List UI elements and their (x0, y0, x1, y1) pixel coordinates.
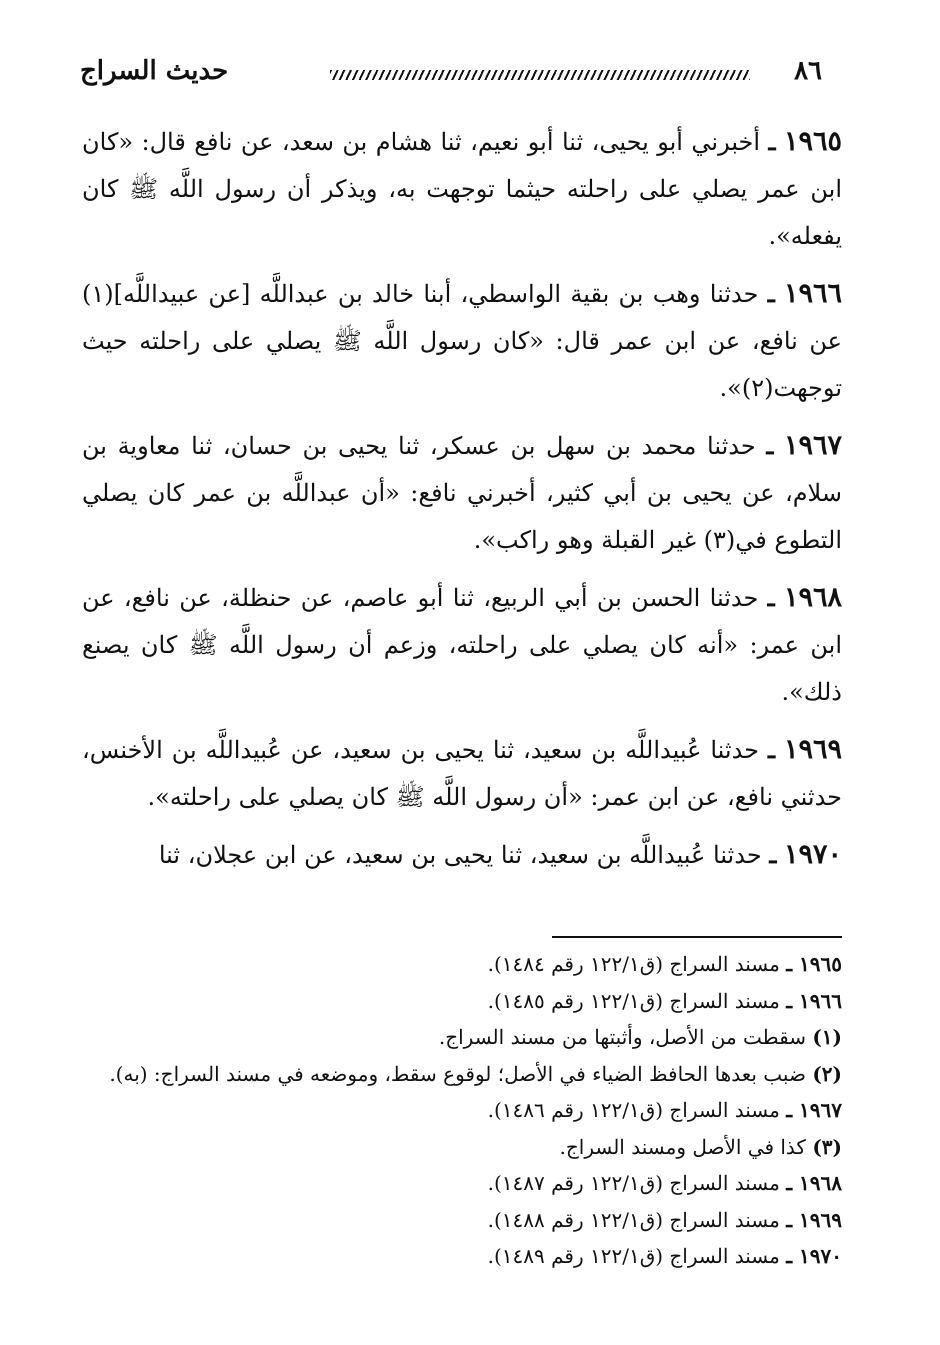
footnote-text: مسند السراج (ق١٢٢/١ رقم ١٤٨٦). (487, 1098, 780, 1122)
footnote (82, 1238, 842, 1275)
footnote-lead: (٢) (812, 1061, 842, 1086)
hadith-dash: ـ (768, 127, 776, 156)
hadith-1965 (82, 118, 842, 260)
footnote (82, 1092, 842, 1129)
main-text (82, 118, 842, 889)
page-number: ٨٦ (794, 56, 822, 86)
hadith-text: أخبرني أبو يحيى، ثنا أبو نعيم، ثنا هشام بن سعد، عن نافع قال: «كان ابن عمر يصلي على راحلته حيثما توجهت به، ويذكر أن رسول اللَّه ﷺ كان يفعله». (82, 128, 842, 250)
hadith-1970 (82, 831, 842, 879)
footnote-text: مسند السراج (ق١٢٢/١ رقم ١٤٨٧). (487, 1171, 780, 1195)
hadith-text: حدثنا عُبيداللَّه بن سعيد، ثنا يحيى بن سعيد، عن ابن عجلان، ثنا (158, 841, 762, 869)
hadith-number: ١٩٦٩ (783, 734, 842, 765)
footnote-text: مسند السراج (ق١٢٢/١ رقم ١٤٨٨). (487, 1207, 780, 1232)
hadith-1969 (82, 726, 842, 821)
hadith-text: حدثنا وهب بن بقية الواسطي، أبنا خالد بن عبداللَّه [عن عبيداللَّه](١) عن نافع، عن ابن عمر قال: «كان رسول اللَّه ﷺ يصلي على راحلته حيث توجهت(٢)». (82, 280, 842, 402)
footnote (82, 1165, 842, 1202)
hadith-text: حدثنا محمد بن سهل بن عسكر، ثنا يحيى بن حسان، ثنا معاوية بن سلام، عن يحيى بن أبي كثير، أخبرني نافع: «أن عبداللَّه بن عمر كان يصلي التطوع في(٣) غير القبلة وهو راكب». (82, 432, 842, 554)
footnote-lead: ١٩٧٠ ـ (786, 1244, 842, 1268)
footnote (82, 1019, 842, 1056)
footnote-text: ضبب بعدها الحافظ الضياء في الأصل؛ لوقوع سقط، وموضعه في مسند السراج: (به). (109, 1061, 806, 1086)
footnote-lead: ١٩٦٧ ـ (786, 1098, 842, 1122)
footnote (82, 946, 842, 983)
footnote-text: سقطت من الأصل، وأثبتها من مسند السراج. (438, 1025, 806, 1049)
hadith-text: حدثنا الحسن بن أبي الربيع، ثنا أبو عاصم، عن حنظلة، عن نافع، عن ابن عمر: «أنه كان يصلي على راحلته، وزعم أن رسول اللَّه ﷺ كان يصنع ذلك». (82, 584, 843, 706)
footnote-text: مسند السراج (ق١٢٢/١ رقم ١٤٨٥). (487, 988, 780, 1013)
hadith-dash: ـ (766, 431, 774, 460)
header-decorative-rule (330, 70, 750, 80)
hadith-text: حدثنا عُبيداللَّه بن سعيد، ثنا يحيى بن سعيد، عن عُبيداللَّه بن الأخنس، حدثني نافع، عن ابن عمر: «أن رسول اللَّه ﷺ كان يصلي على راحلته». (82, 736, 842, 811)
hadith-dash: ـ (767, 279, 775, 308)
footnotes (82, 946, 842, 1275)
footnote (82, 1202, 842, 1239)
hadith-number: ١٩٦٥ (783, 126, 842, 157)
hadith-number: ١٩٦٧ (783, 430, 842, 461)
footnote (82, 1129, 842, 1166)
footnote-text: مسند السراج (ق١٢٢/١ رقم ١٤٨٤). (487, 952, 780, 976)
footnote-lead: ١٩٦٨ ـ (786, 1171, 842, 1195)
hadith-number: ١٩٦٨ (783, 582, 842, 613)
footnote (82, 1056, 842, 1093)
hadith-dash: ـ (767, 735, 776, 764)
footnote-lead: ١٩٦٥ ـ (786, 952, 842, 976)
hadith-dash: ـ (767, 583, 775, 612)
hadith-1968 (82, 574, 842, 716)
footnote-lead: ١٩٦٩ ـ (786, 1207, 842, 1232)
footnote (82, 983, 842, 1020)
hadith-1967 (82, 422, 842, 564)
page-header (80, 52, 840, 96)
hadith-number: ١٩٦٦ (783, 278, 842, 309)
hadith-number: ١٩٧٠ (783, 839, 842, 870)
running-title: حديث السراج (80, 56, 229, 86)
footnote-separator (552, 936, 842, 938)
hadith-1966 (82, 270, 842, 412)
footnote-lead: (٣) (812, 1134, 842, 1159)
footnote-text: مسند السراج (ق١٢٢/١ رقم ١٤٨٩). (487, 1244, 780, 1268)
footnote-text: كذا في الأصل ومسند السراج. (559, 1134, 806, 1159)
footnote-lead: ١٩٦٦ ـ (786, 988, 842, 1013)
footnote-lead: (١) (812, 1025, 842, 1049)
hadith-dash: ـ (769, 840, 777, 869)
